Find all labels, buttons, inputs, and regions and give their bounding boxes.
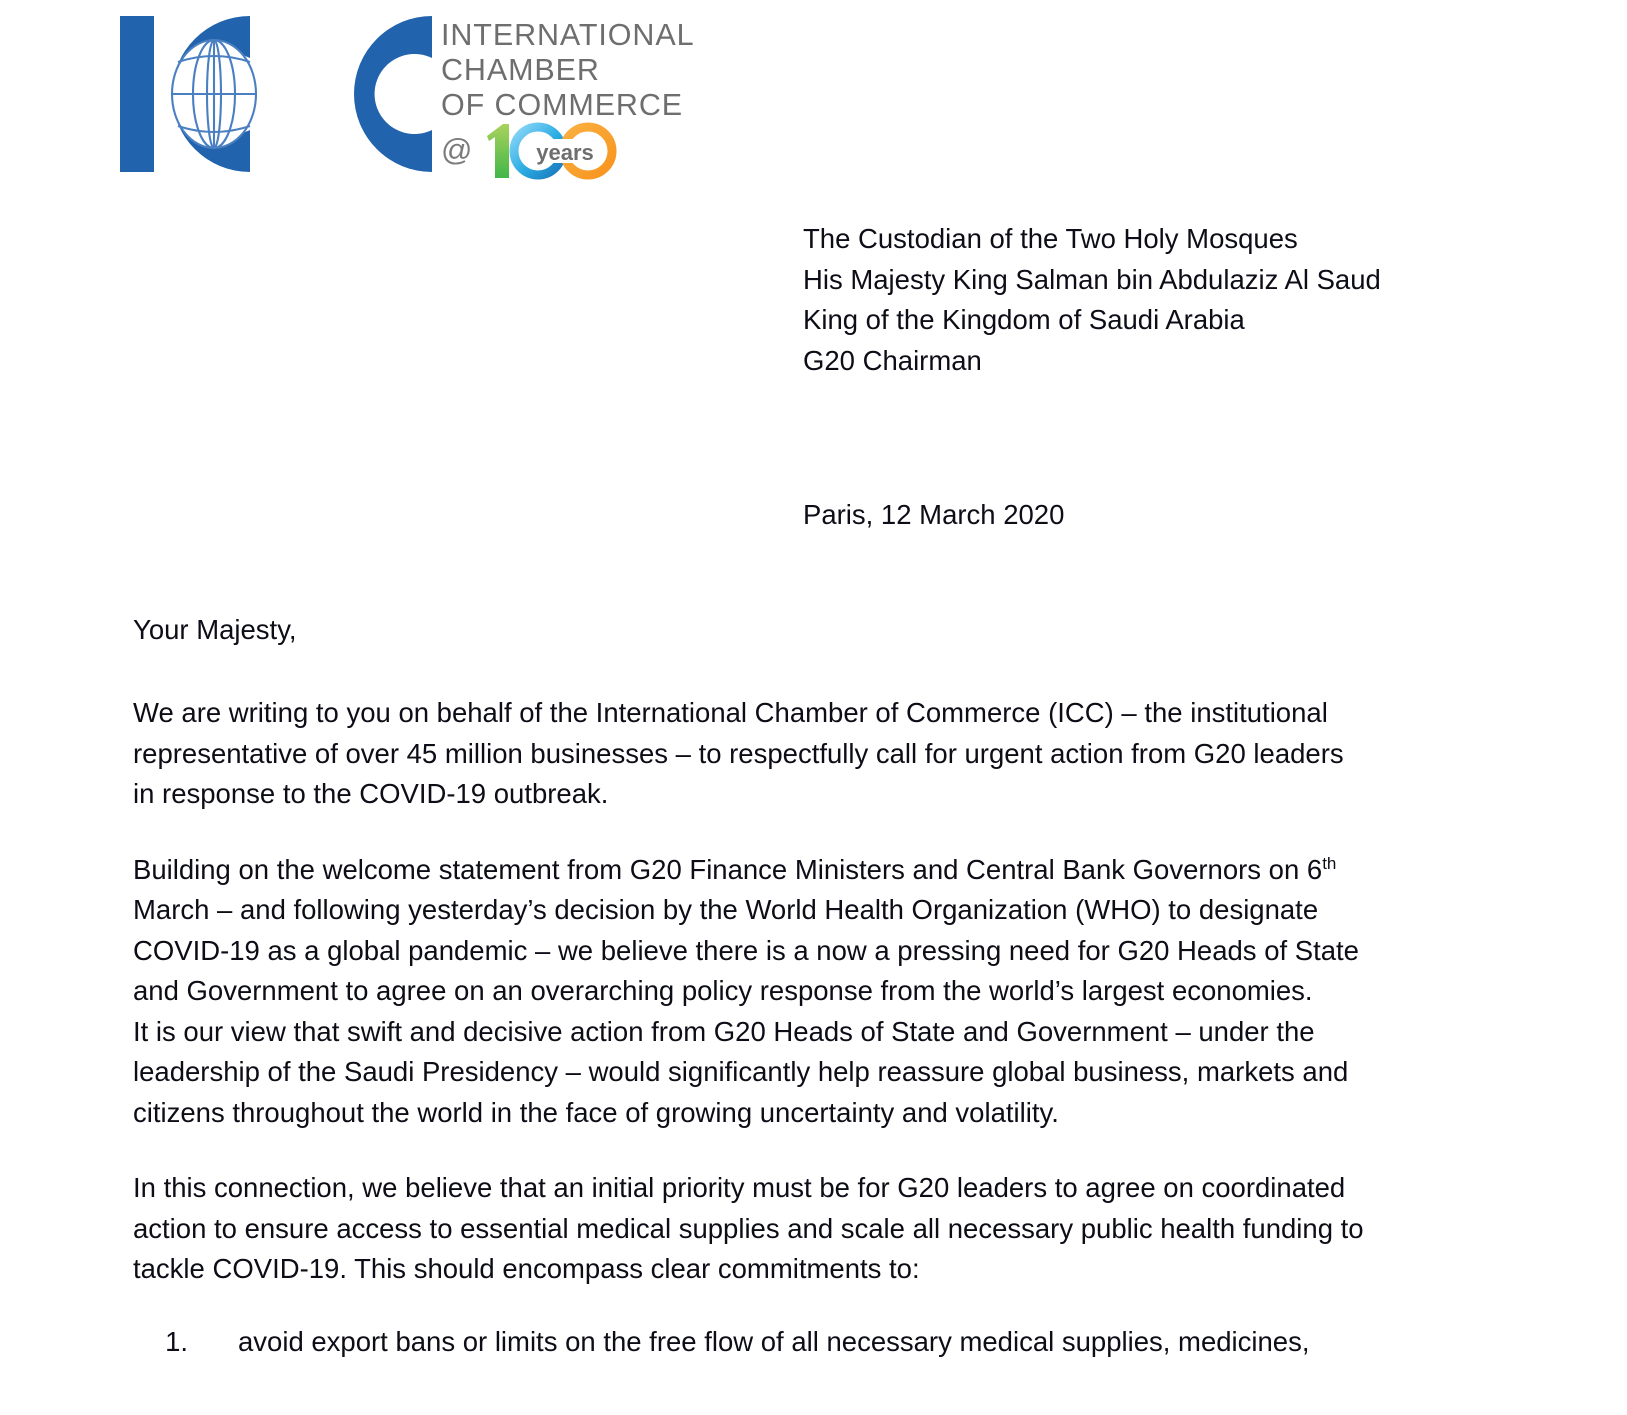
addressee-block	[803, 219, 1503, 381]
at-symbol-icon: @	[441, 132, 473, 167]
paragraph-1-line-3: in response to the COVID-19 outbreak.	[133, 778, 609, 809]
hundred-years-icon	[475, 122, 645, 185]
commitments-list	[133, 1322, 1463, 1363]
paragraph-1-line-1: We are writing to you on behalf of the International Chamber of Commerce (ICC) – the institutional	[133, 697, 1328, 728]
addressee-line-4: G20 Chairman	[803, 344, 982, 376]
paragraph-2-line-2: March – and following yesterday’s decision by the World Health Organization (WHO) to designate	[133, 894, 1319, 925]
tagline-line-3: OF COMMERCE	[441, 88, 684, 122]
centenary-badge	[441, 122, 711, 182]
paragraph-3-line-2: action to ensure access to essential medical supplies and scale all necessary public health funding to	[133, 1212, 1364, 1244]
icc-logo	[118, 10, 718, 185]
paragraph-2-line-1	[133, 850, 1463, 891]
salutation: Your Majesty,	[133, 614, 297, 645]
icc-tagline	[441, 18, 731, 123]
list-item-number: 1.	[165, 1326, 188, 1357]
tagline-line-2: CHAMBER	[441, 53, 600, 87]
ordinal-suffix: th	[1322, 853, 1337, 873]
paragraph-2-line-4: and Government to agree on an overarching policy response from the world’s largest economies.	[133, 975, 1313, 1006]
paragraph-2-line-6: leadership of the Saudi Presidency – would significantly help reassure global business, markets and	[133, 1056, 1349, 1087]
paragraph-1	[133, 693, 1463, 815]
dateline: Paris, 12 March 2020	[803, 499, 1065, 530]
paragraph-3-line-3: tackle COVID-19. This should encompass clear commitments to:	[133, 1253, 920, 1284]
list-item	[133, 1322, 1463, 1363]
paragraph-3	[133, 1168, 1463, 1290]
paragraph-1-line-2: representative of over 45 million businesses – to respectfully call for urgent action from G20 leaders	[133, 737, 1344, 769]
paragraph-2-line-3: COVID-19 as a global pandemic – we believe there is a now a pressing need for G20 Heads of State	[133, 934, 1359, 966]
addressee-line-3: King of the Kingdom of Saudi Arabia	[803, 304, 1245, 335]
badge-years-label: years	[536, 140, 594, 165]
letter-body	[133, 693, 1463, 1290]
paragraph-2	[133, 850, 1463, 1134]
paragraph-2-line-5: It is our view that swift and decisive action from G20 Heads of State and Government – under the	[133, 1015, 1315, 1047]
paragraph-3-line-1: In this connection, we believe that an initial priority must be for G20 leaders to agree on coordinated	[133, 1172, 1346, 1203]
paragraph-2-line-7: citizens throughout the world in the face of growing uncertainty and volatility.	[133, 1096, 1059, 1128]
tagline-line-1: INTERNATIONAL	[441, 18, 695, 52]
globe-icon	[172, 40, 256, 148]
list-item-text: avoid export bans or limits on the free flow of all necessary medical supplies, medicines,	[238, 1326, 1310, 1357]
icc-wordmark-logo-icon	[118, 10, 438, 178]
addressee-line-1: The Custodian of the Two Holy Mosques	[803, 223, 1298, 254]
paragraph-2-line-1-text: Building on the welcome statement from G20 Finance Ministers and Central Bank Governors on 6	[133, 853, 1323, 885]
addressee-line-2: His Majesty King Salman bin Abdulaziz Al Saud	[803, 263, 1381, 295]
